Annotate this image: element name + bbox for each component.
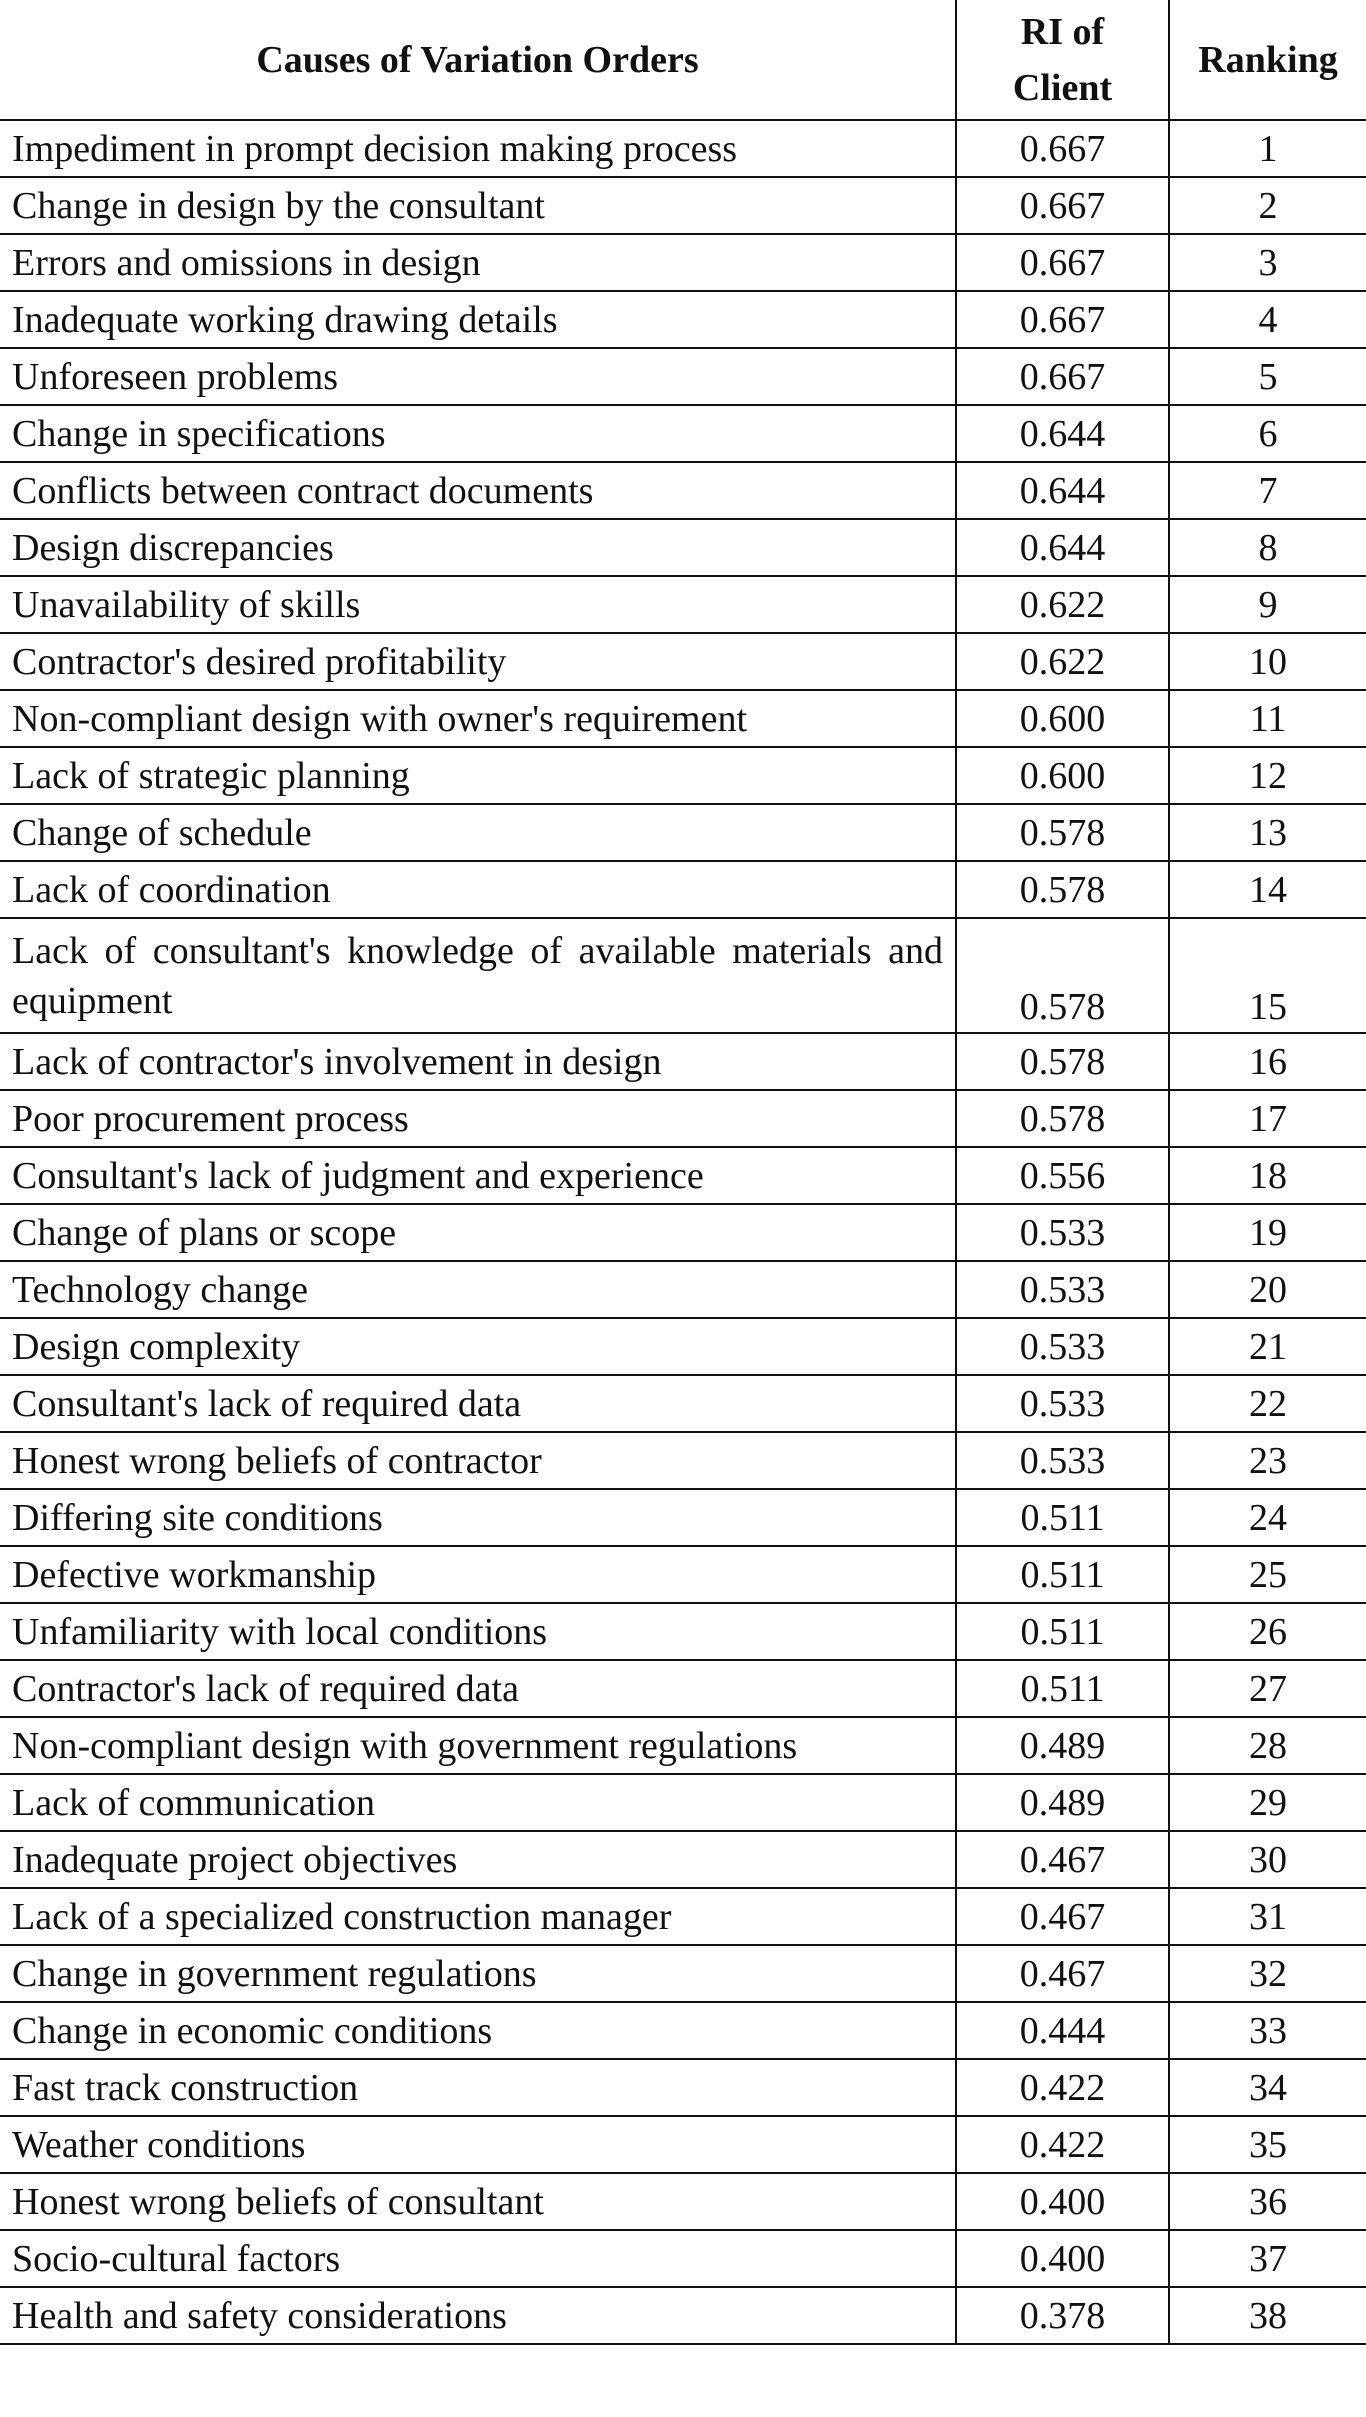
rank-cell: 32: [1169, 1945, 1366, 2002]
cause-cell: Unavailability of skills: [0, 576, 956, 633]
ri-cell: 0.644: [956, 405, 1169, 462]
table-row: [0, 234, 1366, 291]
ri-cell: 0.422: [956, 2116, 1169, 2173]
ri-cell: 0.556: [956, 1147, 1169, 1204]
cause-cell: Unfamiliarity with local conditions: [0, 1603, 956, 1660]
table-row: [0, 1888, 1366, 1945]
cause-cell: Weather conditions: [0, 2116, 956, 2173]
table-row: [0, 2173, 1366, 2230]
table-row: [0, 519, 1366, 576]
cause-cell: Technology change: [0, 1261, 956, 1318]
rank-cell: 38: [1169, 2287, 1366, 2344]
ri-cell: 0.467: [956, 1888, 1169, 1945]
table-row: [0, 405, 1366, 462]
table-row: [0, 1147, 1366, 1204]
rank-cell: 14: [1169, 861, 1366, 918]
table-row: [0, 1831, 1366, 1888]
table-row: [0, 2002, 1366, 2059]
table-row: [0, 690, 1366, 747]
header-cause: Causes of Variation Orders: [0, 0, 956, 120]
ri-cell: 0.533: [956, 1204, 1169, 1261]
cause-cell: Conflicts between contract documents: [0, 462, 956, 519]
rank-cell: 22: [1169, 1375, 1366, 1432]
ri-cell: 0.622: [956, 633, 1169, 690]
table-row: [0, 1204, 1366, 1261]
ri-cell: 0.444: [956, 2002, 1169, 2059]
ri-cell: 0.400: [956, 2230, 1169, 2287]
ri-cell: 0.511: [956, 1546, 1169, 1603]
cause-cell: Change in design by the consultant: [0, 177, 956, 234]
rank-cell: 1: [1169, 120, 1366, 177]
table-row: [0, 348, 1366, 405]
rank-cell: 4: [1169, 291, 1366, 348]
cause-cell: Non-compliant design with owner's requirement: [0, 690, 956, 747]
header-ri: RI of Client: [956, 0, 1169, 120]
cause-cell: Health and safety considerations: [0, 2287, 956, 2344]
rank-cell: 33: [1169, 2002, 1366, 2059]
ri-cell: 0.533: [956, 1261, 1169, 1318]
ri-cell: 0.533: [956, 1318, 1169, 1375]
rank-cell: 11: [1169, 690, 1366, 747]
header-row: [0, 0, 1366, 120]
cause-cell: Non-compliant design with government regulations: [0, 1717, 956, 1774]
cause-cell: Lack of a specialized construction manager: [0, 1888, 956, 1945]
ri-cell: 0.667: [956, 291, 1169, 348]
cause-cell: Change in specifications: [0, 405, 956, 462]
cause-cell: Socio-cultural factors: [0, 2230, 956, 2287]
rank-cell: 2: [1169, 177, 1366, 234]
cause-cell: Inadequate project objectives: [0, 1831, 956, 1888]
ri-cell: 0.511: [956, 1660, 1169, 1717]
table-row: [0, 1603, 1366, 1660]
rank-cell: 34: [1169, 2059, 1366, 2116]
rank-cell: 25: [1169, 1546, 1366, 1603]
ri-cell: 0.667: [956, 234, 1169, 291]
cause-cell: Fast track construction: [0, 2059, 956, 2116]
rank-cell: 17: [1169, 1090, 1366, 1147]
rank-cell: 36: [1169, 2173, 1366, 2230]
rank-cell: 10: [1169, 633, 1366, 690]
rank-cell: 19: [1169, 1204, 1366, 1261]
cause-cell: Change in economic conditions: [0, 2002, 956, 2059]
ri-cell: 0.667: [956, 120, 1169, 177]
table-row: [0, 2287, 1366, 2344]
rank-cell: 9: [1169, 576, 1366, 633]
cause-cell: Poor procurement process: [0, 1090, 956, 1147]
header-ranking: Ranking: [1169, 0, 1366, 120]
cause-cell: Inadequate working drawing details: [0, 291, 956, 348]
table-body: [0, 120, 1366, 2344]
ri-cell: 0.578: [956, 918, 1169, 1033]
cause-cell: Design complexity: [0, 1318, 956, 1375]
cause-cell: Consultant's lack of judgment and experience: [0, 1147, 956, 1204]
table-row: [0, 177, 1366, 234]
ri-cell: 0.378: [956, 2287, 1169, 2344]
cause-cell: Contractor's lack of required data: [0, 1660, 956, 1717]
rank-cell: 8: [1169, 519, 1366, 576]
cause-cell: Errors and omissions in design: [0, 234, 956, 291]
ri-cell: 0.400: [956, 2173, 1169, 2230]
ri-cell: 0.533: [956, 1432, 1169, 1489]
rank-cell: 6: [1169, 405, 1366, 462]
rank-cell: 31: [1169, 1888, 1366, 1945]
rank-cell: 24: [1169, 1489, 1366, 1546]
ri-cell: 0.578: [956, 861, 1169, 918]
table-row: [0, 1432, 1366, 1489]
table-row: [0, 1261, 1366, 1318]
rank-cell: 30: [1169, 1831, 1366, 1888]
ri-cell: 0.600: [956, 747, 1169, 804]
table-row: [0, 1945, 1366, 2002]
ri-cell: 0.578: [956, 804, 1169, 861]
ri-cell: 0.467: [956, 1831, 1169, 1888]
ri-cell: 0.667: [956, 348, 1169, 405]
ri-cell: 0.578: [956, 1033, 1169, 1090]
table-row: [0, 576, 1366, 633]
cause-cell: Consultant's lack of required data: [0, 1375, 956, 1432]
table-row: [0, 2059, 1366, 2116]
table-row: [0, 291, 1366, 348]
table-row: [0, 1318, 1366, 1375]
ri-cell: 0.489: [956, 1774, 1169, 1831]
ri-cell: 0.511: [956, 1603, 1169, 1660]
rank-cell: 13: [1169, 804, 1366, 861]
ri-cell: 0.578: [956, 1090, 1169, 1147]
cause-cell: Impediment in prompt decision making process: [0, 120, 956, 177]
table-row: [0, 747, 1366, 804]
cause-cell: Lack of contractor's involvement in design: [0, 1033, 956, 1090]
cause-cell: Differing site conditions: [0, 1489, 956, 1546]
cause-cell: Lack of consultant's knowledge of available materials and equipment: [0, 918, 956, 1033]
rank-cell: 7: [1169, 462, 1366, 519]
table-row: [0, 2116, 1366, 2173]
cause-cell: Lack of strategic planning: [0, 747, 956, 804]
cause-cell: Honest wrong beliefs of contractor: [0, 1432, 956, 1489]
table-row: [0, 804, 1366, 861]
rank-cell: 29: [1169, 1774, 1366, 1831]
table-row: [0, 1033, 1366, 1090]
ri-cell: 0.489: [956, 1717, 1169, 1774]
ri-cell: 0.644: [956, 462, 1169, 519]
table-row: [0, 1774, 1366, 1831]
cause-cell: Lack of coordination: [0, 861, 956, 918]
ri-cell: 0.422: [956, 2059, 1169, 2116]
table-row: [0, 861, 1366, 918]
cause-cell: Change of plans or scope: [0, 1204, 956, 1261]
table-row: [0, 1375, 1366, 1432]
table-row: [0, 1090, 1366, 1147]
ri-cell: 0.600: [956, 690, 1169, 747]
ri-cell: 0.533: [956, 1375, 1169, 1432]
rank-cell: 21: [1169, 1318, 1366, 1375]
table-row: [0, 918, 1366, 1033]
table-row: [0, 120, 1366, 177]
rank-cell: 3: [1169, 234, 1366, 291]
cause-cell: Unforeseen problems: [0, 348, 956, 405]
cause-cell: Change of schedule: [0, 804, 956, 861]
cause-cell: Contractor's desired profitability: [0, 633, 956, 690]
rank-cell: 27: [1169, 1660, 1366, 1717]
rank-cell: 15: [1169, 918, 1366, 1033]
rank-cell: 23: [1169, 1432, 1366, 1489]
table-row: [0, 1717, 1366, 1774]
ri-cell: 0.511: [956, 1489, 1169, 1546]
ri-cell: 0.467: [956, 1945, 1169, 2002]
rank-cell: 16: [1169, 1033, 1366, 1090]
ri-cell: 0.622: [956, 576, 1169, 633]
rank-cell: 20: [1169, 1261, 1366, 1318]
rank-cell: 37: [1169, 2230, 1366, 2287]
rank-cell: 5: [1169, 348, 1366, 405]
cause-cell: Design discrepancies: [0, 519, 956, 576]
rank-cell: 12: [1169, 747, 1366, 804]
cause-cell: Honest wrong beliefs of consultant: [0, 2173, 956, 2230]
cause-cell: Change in government regulations: [0, 1945, 956, 2002]
ri-cell: 0.667: [956, 177, 1169, 234]
ri-cell: 0.644: [956, 519, 1169, 576]
rank-cell: 35: [1169, 2116, 1366, 2173]
table-row: [0, 1660, 1366, 1717]
table-row: [0, 2230, 1366, 2287]
table-row: [0, 462, 1366, 519]
rank-cell: 26: [1169, 1603, 1366, 1660]
table-row: [0, 1546, 1366, 1603]
cause-cell: Defective workmanship: [0, 1546, 956, 1603]
cause-cell: Lack of communication: [0, 1774, 956, 1831]
rank-cell: 28: [1169, 1717, 1366, 1774]
table-row: [0, 1489, 1366, 1546]
table-row: [0, 633, 1366, 690]
rank-cell: 18: [1169, 1147, 1366, 1204]
